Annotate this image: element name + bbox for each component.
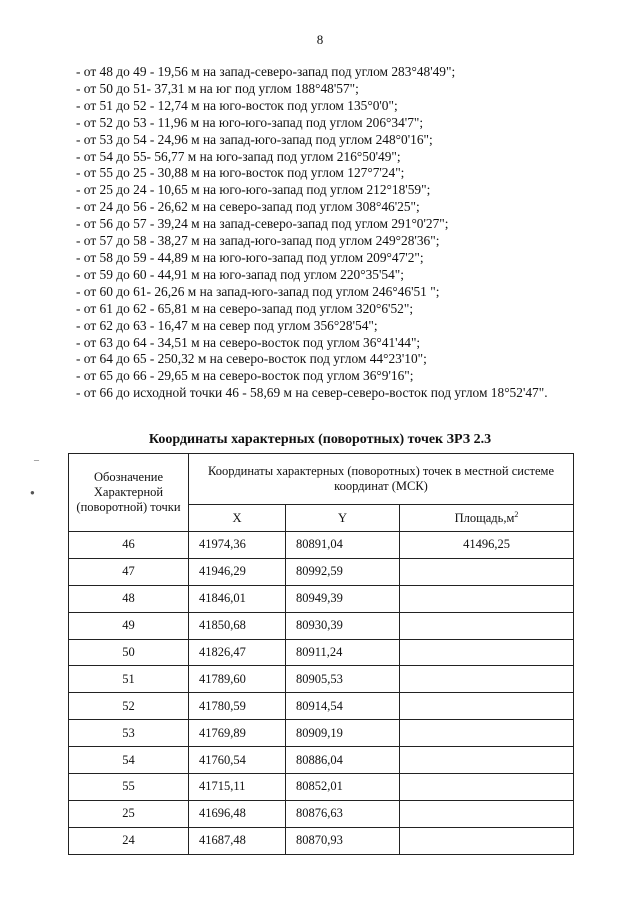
area-cell [400, 693, 574, 720]
point-cell: 25 [69, 800, 189, 827]
y-cell: 80886,04 [286, 747, 400, 774]
segment-line: - от 62 до 63 - 16,47 м на север под углом 356°28'54"; [76, 317, 378, 333]
x-cell: 41769,89 [189, 720, 286, 747]
y-cell: 80949,39 [286, 585, 400, 612]
column-header-y: Y [286, 505, 400, 532]
x-cell: 41687,48 [189, 827, 286, 854]
segment-line: - от 66 до исходной точки 46 - 58,69 м на север-северо-восток под углом 18°52'47". [76, 385, 548, 401]
y-cell: 80905,53 [286, 666, 400, 693]
x-cell: 41850,68 [189, 612, 286, 639]
table-row [69, 827, 574, 854]
x-cell: 41846,01 [189, 585, 286, 612]
segment-line: - от 24 до 56 - 26,62 м на северо-запад под углом 308°46'25"; [76, 199, 420, 215]
x-cell: 41715,11 [189, 774, 286, 801]
y-cell: 80911,24 [286, 639, 400, 666]
table-row [69, 666, 574, 693]
x-cell: 41946,29 [189, 558, 286, 585]
scan-dot: ● [30, 488, 35, 497]
y-cell: 80891,04 [286, 532, 400, 559]
x-cell: 41974,36 [189, 532, 286, 559]
column-header-point: Обозначение Характерной (поворотной) точки [69, 454, 189, 532]
segment-line: - от 57 до 58 - 38,27 м на запад-юго-запад под углом 249°28'36"; [76, 233, 440, 249]
table-body [69, 532, 574, 855]
y-cell: 80992,59 [286, 558, 400, 585]
y-cell: 80852,01 [286, 774, 400, 801]
area-cell [400, 774, 574, 801]
y-cell: 80870,93 [286, 827, 400, 854]
y-cell: 80909,19 [286, 720, 400, 747]
y-cell: 80930,39 [286, 612, 400, 639]
table-row [69, 612, 574, 639]
segment-line: - от 50 до 51- 37,31 м на юг под углом 188°48'57"; [76, 80, 359, 96]
point-cell: 48 [69, 585, 189, 612]
segment-line: - от 65 до 66 - 29,65 м на северо-восток под углом 36°9'16"; [76, 368, 414, 384]
scan-mark: – [34, 455, 39, 466]
point-cell: 47 [69, 558, 189, 585]
segment-line: - от 25 до 24 - 10,65 м на юго-юго-запад под углом 212°18'59"; [76, 182, 431, 198]
table-row [69, 558, 574, 585]
area-cell: 41496,25 [400, 532, 574, 559]
segment-line: - от 54 до 55- 56,77 м на юго-запад под углом 216°50'49"; [76, 148, 401, 164]
area-cell [400, 666, 574, 693]
segment-line: - от 51 до 52 - 12,74 м на юго-восток под углом 135°0'0"; [76, 97, 398, 113]
point-cell: 24 [69, 827, 189, 854]
boundary-segment-list [76, 64, 582, 402]
table-row [69, 774, 574, 801]
table-row [69, 720, 574, 747]
table-row [69, 747, 574, 774]
area-cell [400, 827, 574, 854]
segment-line: - от 48 до 49 - 19,56 м на запад-северо-запад под углом 283°48'49"; [76, 64, 456, 79]
area-cell [400, 639, 574, 666]
x-cell: 41780,59 [189, 693, 286, 720]
x-cell: 41696,48 [189, 800, 286, 827]
point-cell: 51 [69, 666, 189, 693]
column-header-coordinates: Координаты характерных (поворотных) точек в местной системе координат (МСК) [189, 454, 574, 505]
segment-line: - от 60 до 61- 26,26 м на запад-юго-запад под углом 246°46'51 "; [76, 283, 440, 299]
y-cell: 80876,63 [286, 800, 400, 827]
x-cell: 41826,47 [189, 639, 286, 666]
segment-line: - от 64 до 65 - 250,32 м на северо-восток под углом 44°23'10"; [76, 351, 427, 367]
column-header-area-sup: 2 [514, 509, 519, 519]
area-cell [400, 612, 574, 639]
point-cell: 54 [69, 747, 189, 774]
segment-line: - от 52 до 53 - 11,96 м на юго-юго-запад под углом 206°34'7"; [76, 114, 424, 130]
x-cell: 41760,54 [189, 747, 286, 774]
table-row [69, 639, 574, 666]
area-cell [400, 800, 574, 827]
page-number: 8 [316, 32, 324, 47]
y-cell: 80914,54 [286, 693, 400, 720]
point-cell: 46 [69, 532, 189, 559]
point-cell: 52 [69, 693, 189, 720]
point-cell: 55 [69, 774, 189, 801]
point-cell: 50 [69, 639, 189, 666]
table-row [69, 532, 574, 559]
table-row [69, 585, 574, 612]
x-cell: 41789,60 [189, 666, 286, 693]
segment-line: - от 63 до 64 - 34,51 м на северо-восток под углом 36°41'44"; [76, 334, 421, 350]
segment-line: - от 59 до 60 - 44,91 м на юго-запад под углом 220°35'54"; [76, 266, 404, 282]
segment-line: - от 58 до 59 - 44,89 м на юго-юго-запад под углом 209°47'2"; [76, 249, 424, 265]
point-cell: 49 [69, 612, 189, 639]
segment-line: - от 53 до 54 - 24,96 м на запад-юго-запад под углом 248°0'16"; [76, 131, 433, 147]
table-row [69, 693, 574, 720]
area-cell [400, 558, 574, 585]
column-header-x: X [189, 505, 286, 532]
area-cell [400, 747, 574, 774]
area-cell [400, 585, 574, 612]
segment-line: - от 55 до 25 - 30,88 м на юго-восток под углом 127°7'24"; [76, 165, 405, 181]
segment-line: - от 61 до 62 - 65,81 м на северо-запад под углом 320°6'52"; [76, 300, 414, 316]
area-cell [400, 720, 574, 747]
point-cell: 53 [69, 720, 189, 747]
column-header-area-label: Площадь,м [454, 511, 515, 526]
table-row [69, 800, 574, 827]
table-title: Координаты характерных (поворотных) точек ЗРЗ 2.3 [148, 432, 492, 447]
segment-line: - от 56 до 57 - 39,24 м на запад-северо-запад под углом 291°0'27"; [76, 216, 449, 232]
column-header-area [400, 505, 574, 532]
coordinates-table [68, 453, 574, 855]
